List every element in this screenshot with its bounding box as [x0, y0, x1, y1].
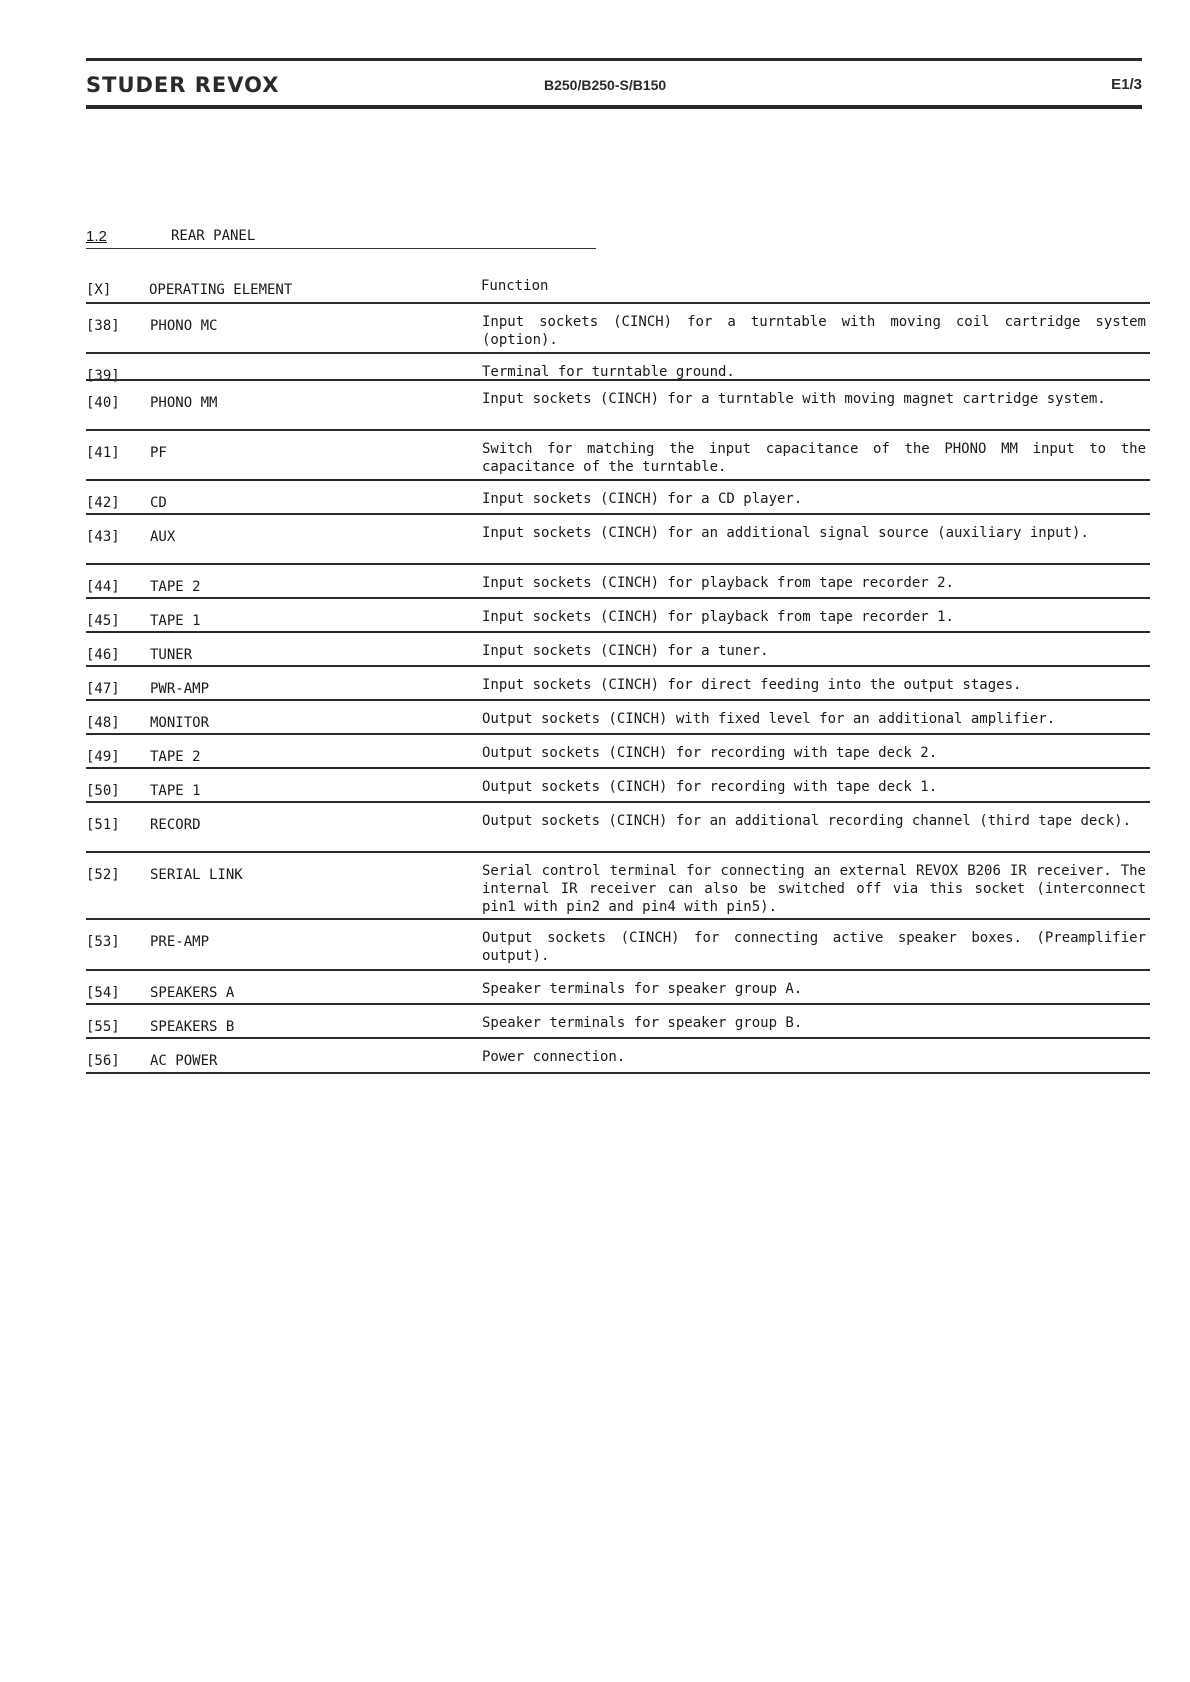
operating-element: PWR-AMP [150, 681, 210, 697]
function-text: Input sockets (CINCH) for a turntable with moving magnet cartridge system. [482, 391, 1106, 407]
operating-element: SPEAKERS B [150, 1019, 235, 1035]
row-index: [46] [86, 647, 120, 663]
table-row [86, 563, 1150, 597]
function-text: Output sockets (CINCH) for connecting active speaker boxes. (Preamplifier output). [482, 930, 1146, 964]
operating-element: TUNER [150, 647, 193, 663]
row-index: [43] [86, 529, 120, 545]
function-text: Input sockets (CINCH) for direct feeding into the output stages. [482, 677, 1022, 693]
table-row [86, 429, 1150, 479]
function-text: Input sockets (CINCH) for playback from tape recorder 1. [482, 609, 955, 625]
row-index: [56] [86, 1053, 120, 1069]
operating-element: TAPE 2 [150, 749, 201, 765]
table-row [86, 302, 1150, 352]
page-header [86, 58, 1142, 109]
function-text: Input sockets (CINCH) for a turntable with moving coil cartridge system (option). [482, 314, 1146, 348]
section-heading [86, 228, 596, 249]
table-row [86, 479, 1150, 513]
brand-logo: STUDER REVOX [86, 73, 280, 97]
operating-element: PRE-AMP [150, 934, 210, 950]
operating-element: TAPE 1 [150, 613, 201, 629]
section-number: 1.2 [86, 228, 107, 245]
operating-element: AC POWER [150, 1053, 218, 1069]
model-number: B250/B250-S/B150 [544, 77, 667, 93]
operating-element: PHONO MC [150, 318, 218, 334]
column-header-element: OPERATING ELEMENT [149, 282, 293, 298]
operating-element: PHONO MM [150, 395, 218, 411]
column-header-function: Function [481, 278, 549, 294]
operating-element: PF [150, 445, 167, 461]
row-index: [49] [86, 749, 120, 765]
function-text: Output sockets (CINCH) with fixed level for an additional amplifier. [482, 711, 1056, 727]
table-row [86, 352, 1150, 384]
row-index: [47] [86, 681, 120, 697]
row-index: [44] [86, 579, 120, 595]
table-row [86, 851, 1150, 918]
row-index: [41] [86, 445, 120, 461]
function-text: Output sockets (CINCH) for recording with tape deck 1. [482, 779, 938, 795]
function-text: Terminal for turntable ground. [482, 364, 735, 380]
table-row [86, 597, 1150, 631]
operating-element: TAPE 1 [150, 783, 201, 799]
row-index: [50] [86, 783, 120, 799]
function-text: Input sockets (CINCH) for an additional signal source (auxiliary input). [482, 525, 1089, 541]
table-header [86, 278, 1146, 302]
function-text: Switch for matching the input capacitance of the PHONO MM input to the capacitance of the turntable. [482, 441, 1146, 475]
operating-element: SERIAL LINK [150, 867, 243, 883]
row-index: [53] [86, 934, 120, 950]
operating-element: TAPE 2 [150, 579, 201, 595]
operating-element: CD [150, 495, 167, 511]
function-text: Serial control terminal for connecting an external REVOX B206 IR receiver. The internal IR receiver can also be switched off via this socket (interconnect pin1 with pin2 and pin4 with pin5). [482, 863, 1146, 915]
table-row [86, 969, 1150, 1003]
function-text: Power connection. [482, 1049, 626, 1065]
table-row [86, 1003, 1150, 1037]
function-text: Speaker terminals for speaker group B. [482, 1015, 803, 1031]
operating-element: RECORD [150, 817, 201, 833]
rear-panel-table [86, 302, 1150, 1074]
row-index: [42] [86, 495, 120, 511]
table-row [86, 665, 1150, 699]
function-text: Input sockets (CINCH) for a tuner. [482, 643, 769, 659]
table-row [86, 631, 1150, 665]
page-number: E1/3 [1111, 76, 1142, 93]
table-row [86, 801, 1150, 851]
row-index: [39] [86, 368, 120, 384]
function-text: Output sockets (CINCH) for an additional recording channel (third tape deck). [482, 813, 1132, 829]
table-row [86, 767, 1150, 801]
function-text: Input sockets (CINCH) for playback from tape recorder 2. [482, 575, 955, 591]
function-text: Speaker terminals for speaker group A. [482, 981, 803, 997]
table-row [86, 733, 1150, 767]
row-index: [51] [86, 817, 120, 833]
function-text: Input sockets (CINCH) for a CD player. [482, 491, 803, 507]
table-row [86, 1037, 1150, 1074]
table-row [86, 918, 1150, 969]
column-header-index: [X] [86, 282, 112, 298]
row-index: [48] [86, 715, 120, 731]
operating-element: SPEAKERS A [150, 985, 235, 1001]
operating-element: MONITOR [150, 715, 210, 731]
table-row [86, 379, 1150, 429]
row-index: [52] [86, 867, 120, 883]
row-index: [55] [86, 1019, 120, 1035]
row-index: [45] [86, 613, 120, 629]
table-row [86, 699, 1150, 733]
function-text: Output sockets (CINCH) for recording with tape deck 2. [482, 745, 938, 761]
row-index: [38] [86, 318, 120, 334]
operating-element: AUX [150, 529, 176, 545]
table-row [86, 513, 1150, 563]
row-index: [40] [86, 395, 120, 411]
section-title: REAR PANEL [171, 228, 256, 244]
row-index: [54] [86, 985, 120, 1001]
